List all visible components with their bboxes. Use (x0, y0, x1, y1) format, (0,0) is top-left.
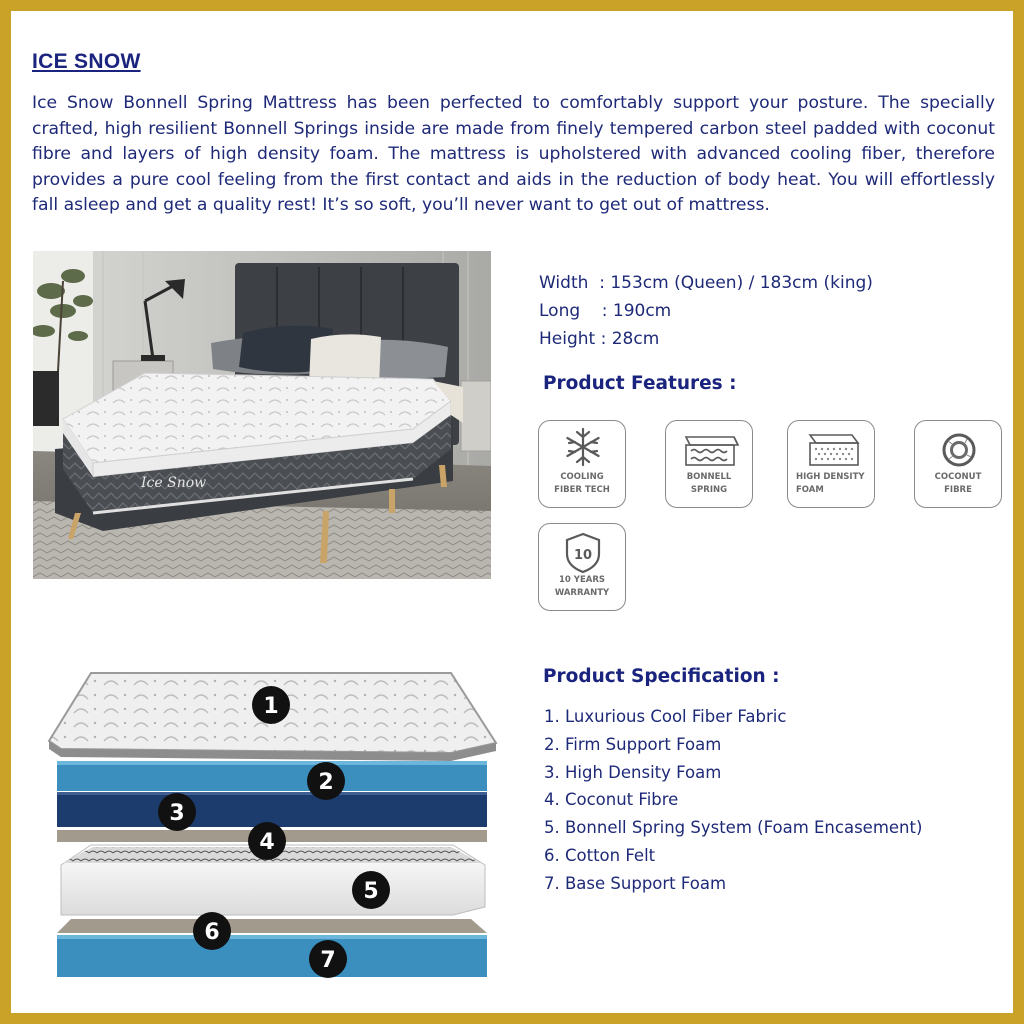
spec-item: 3. High Density Foam (544, 762, 722, 782)
layer-marker-4 (248, 822, 286, 860)
warranty-number: 10 (573, 548, 593, 563)
spec-item: 1. Luxurious Cool Fiber Fabric (544, 707, 787, 726)
svg-text:3: 3 (169, 801, 185, 826)
layer-marker-6 (193, 912, 231, 950)
spec-item: 7. Base Support Foam (544, 873, 727, 893)
feature-label: COCONUT FIBRE (934, 472, 982, 495)
dimension-width: Width : 153cm (Queen) / 183cm (king) (539, 273, 873, 293)
features-heading: Product Features : (543, 373, 737, 394)
feature-badge-cooling (538, 420, 626, 508)
feature-label: 10 YEARS WARRANTY (554, 575, 610, 598)
brand-script-label: Ice Snow (141, 475, 207, 491)
layer-marker-2 (307, 762, 345, 800)
feature-badge-bonnell (665, 420, 753, 508)
dimension-long: Long : 190cm (539, 301, 672, 321)
layer-marker-5 (352, 871, 390, 909)
svg-text:6: 6 (204, 920, 220, 945)
svg-text:2: 2 (318, 770, 334, 795)
feature-badge-foam (787, 420, 875, 508)
layer-marker-3 (158, 793, 196, 831)
feature-label: COOLING FIBER TECH (554, 472, 610, 495)
spec-item: 5. Bonnell Spring System (Foam Encasement) (544, 818, 923, 838)
feature-badge-warranty (538, 523, 626, 611)
specification-heading: Product Specification : (543, 666, 780, 687)
bedroom-photo (33, 251, 491, 579)
specification-list (544, 705, 922, 900)
svg-text:1: 1 (263, 694, 279, 719)
spec-item: 2. Firm Support Foam (544, 734, 722, 754)
feature-label: BONNELL SPRING (686, 472, 732, 495)
layer-marker-1 (252, 686, 290, 724)
layer-marker-7 (309, 940, 347, 978)
product-description: Ice Snow Bonnell Spring Mattress has been perfected to comfortably support your posture. The specially crafted, high resilient Bonnell Springs inside are made from finely tempered carbon steel padded with coconut fibre and layers of high density foam. The mattress is upholstered with advanced cooling fiber, therefore provides a pure cool feeling from the first contact and aids in the reduction of body heat. You will effortlessly fall asleep and get a quality rest! It’s so soft, you’ll never want to get out of mattress. (32, 93, 995, 215)
dimension-height: Height : 28cm (539, 329, 660, 349)
svg-text:7: 7 (320, 948, 336, 973)
dimensions-list (539, 271, 873, 355)
feature-badge-coconut (914, 420, 1002, 508)
product-title: ICE SNOW (32, 50, 141, 73)
spec-item: 6. Cotton Felt (544, 845, 656, 865)
svg-text:5: 5 (363, 879, 379, 904)
mattress-layers-diagram (41, 661, 501, 991)
feature-label: HIGH DENSITY FOAM (796, 472, 865, 495)
spec-item: 4. Coconut Fibre (544, 790, 679, 810)
svg-text:4: 4 (259, 830, 275, 855)
